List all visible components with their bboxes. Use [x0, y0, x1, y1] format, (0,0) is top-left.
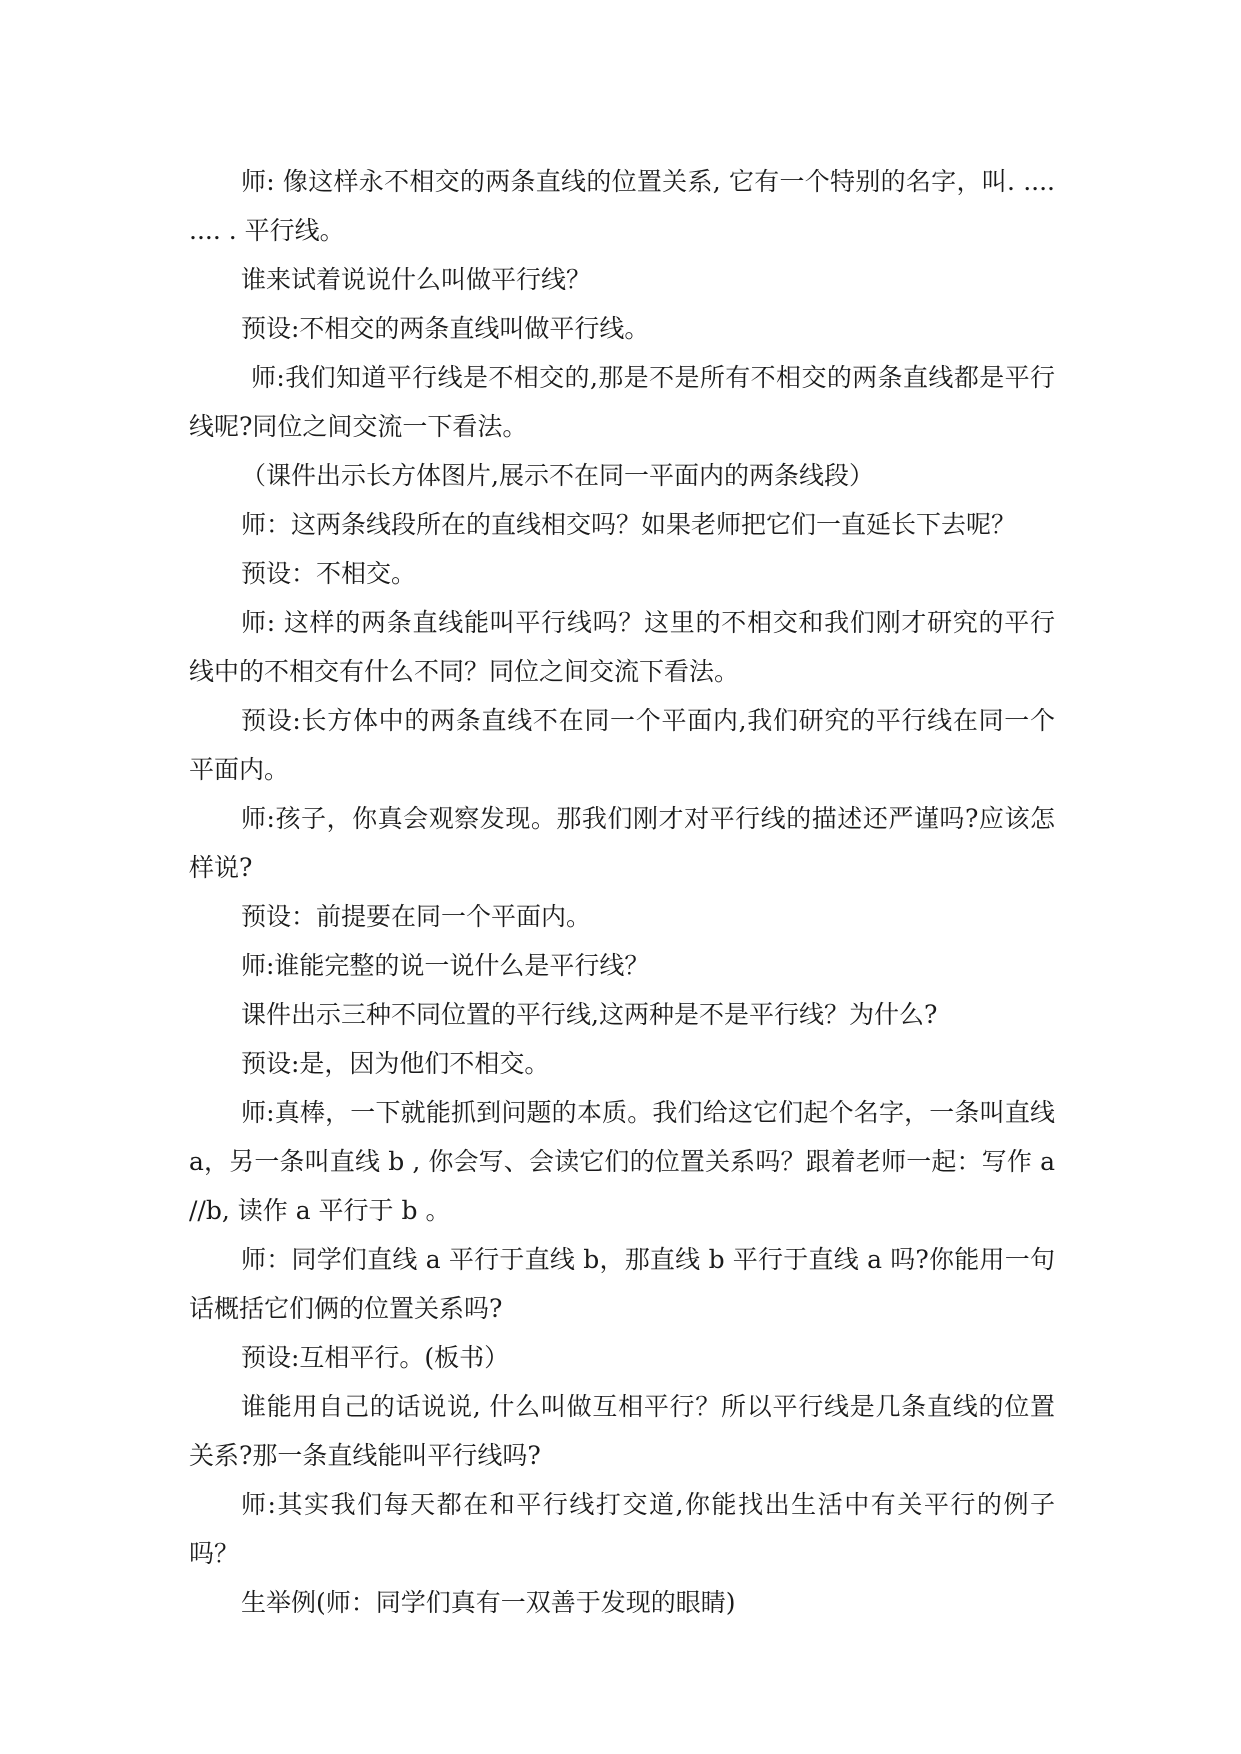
paragraph-teacher-notation: 师:真棒，一下就能抓到问题的本质。我们给这它们起个名字，一条叫直线 a，另一条叫直线 b , 你会写、会读它们的位置关系吗？跟着老师一起：写作 a //b, 读作 a 平行于 b 。	[189, 1098, 1055, 1225]
paragraph-teacher-question-non-intersecting: 师:我们知道平行线是不相交的,那是不是所有不相交的两条直线都是平行线呢?同位之间交流一下看法。	[189, 363, 1055, 441]
paragraph-teacher-extend-lines: 师：这两条线段所在的直线相交吗？如果老师把它们一直延长下去呢？	[241, 510, 1017, 539]
paragraph-preset-premise: 预设：前提要在同一个平面内。	[241, 902, 592, 931]
paragraph-preset-yes: 预设:是，因为他们不相交。	[241, 1049, 550, 1078]
paragraph-teacher-complete-definition: 师:谁能完整的说一说什么是平行线？	[241, 951, 650, 980]
paragraph-preset-definition: 预设:不相交的两条直线叫做平行线。	[241, 314, 650, 343]
paragraph-teacher-mutual: 师：同学们直线 a 平行于直线 b，那直线 b 平行于直线 a 吗?你能用一句话概括它们俩的位置关系吗?	[189, 1245, 1055, 1323]
paragraph-teacher-difference: 师: 这样的两条直线能叫平行线吗？这里的不相交和我们刚才研究的平行线中的不相交有什么不同？同位之间交流下看法。	[189, 608, 1055, 686]
paragraph-teacher-daily-life: 师:其实我们每天都在和平行线打交道,你能找出生活中有关平行的例子吗？	[189, 1490, 1055, 1568]
paragraph-teacher-rigorous: 师:孩子，你真会观察发现。那我们刚才对平行线的描述还严谨吗?应该怎样说?	[189, 804, 1055, 882]
paragraph-preset-not-intersect: 预设：不相交。	[241, 559, 417, 588]
paragraph-students-examples: 生举例(师：同学们真有一双善于发现的眼睛)	[241, 1588, 736, 1617]
lesson-text-body	[189, 157, 1055, 1627]
paragraph-preset-same-plane: 预设:长方体中的两条直线不在同一个平面内,我们研究的平行线在同一个平面内。	[189, 706, 1055, 784]
paragraph-who-explain-mutual: 谁能用自己的话说说, 什么叫做互相平行？所以平行线是几条直线的位置关系?那一条直线能叫平行线吗?	[189, 1392, 1055, 1470]
paragraph-courseware-cuboid: （课件出示长方体图片,展示不在同一平面内的两条线段）	[241, 461, 874, 490]
paragraph-teacher-naming-parallel: 师: 像这样永不相交的两条直线的位置关系, 它有一个特别的名字，叫. .... .... . 平行线。	[189, 167, 1055, 245]
paragraph-preset-mutually-parallel: 预设:互相平行。(板书）	[241, 1343, 510, 1372]
paragraph-courseware-three-positions: 课件出示三种不同位置的平行线,这两种是不是平行线？为什么?	[241, 1000, 938, 1029]
paragraph-who-can-explain: 谁来试着说说什么叫做平行线？	[241, 265, 592, 294]
